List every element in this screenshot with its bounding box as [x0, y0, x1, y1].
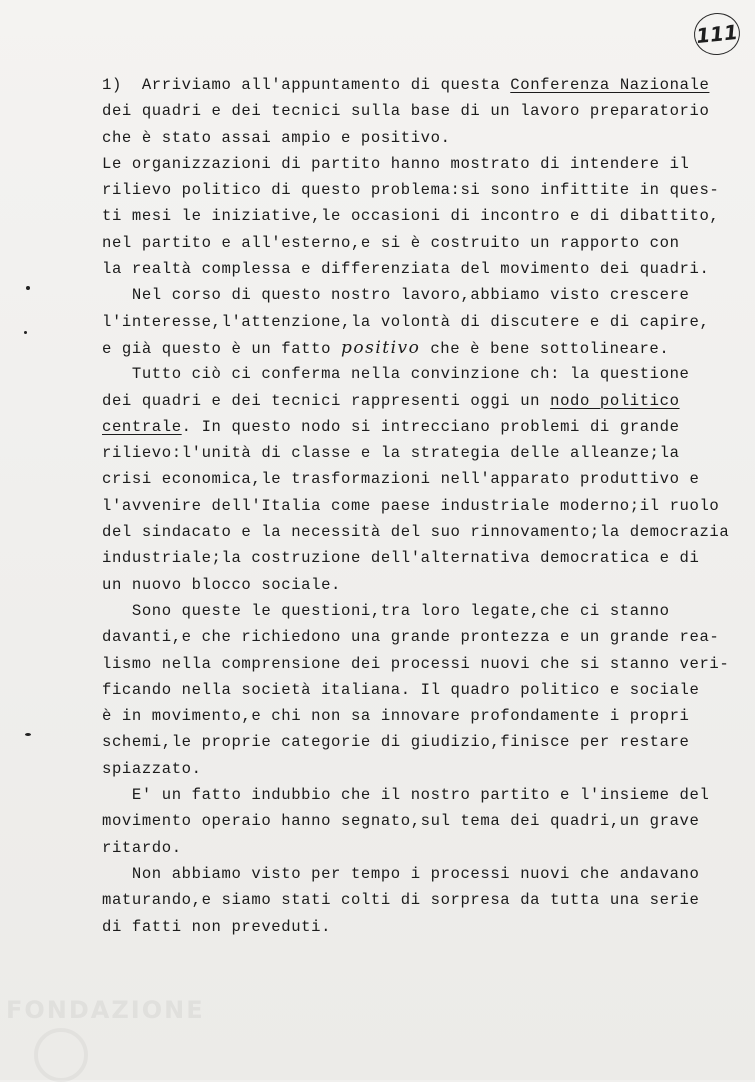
text-segment: davanti,e che richiedono una grande prontezza e un grande rea-: [102, 628, 720, 647]
text-line: [102, 98, 710, 124]
text-line: [102, 309, 710, 335]
text-segment: del sindacato e la necessità del suo rinnovamento;la democrazia: [102, 523, 730, 542]
text-segment: 1) Arriviamo all'appuntamento di questa: [102, 76, 511, 94]
text-segment: è in movimento,e chi non sa innovare profondamente i propri: [102, 707, 690, 726]
text-segment: lismo nella comprensione dei processi nuovi che si stanno veri-: [102, 654, 730, 673]
text-segment: E' un fatto indubbio che il nostro partito e l'insieme del: [102, 786, 710, 805]
text-line: [102, 519, 730, 545]
text-line: [102, 72, 710, 98]
text-line: [102, 151, 692, 177]
text-line: [102, 756, 692, 782]
text-line: [102, 493, 720, 519]
text-segment: nel partito e all'esterno,e si è costruito un rapporto con: [102, 233, 680, 252]
text-line: [102, 335, 692, 361]
text-segment: Tutto ciò ci conferma nella convinzione ch: la questione: [102, 365, 690, 384]
handwritten-correction: positivo: [341, 337, 421, 358]
text-line: [102, 651, 730, 677]
text-line: [102, 598, 692, 624]
document-body: [102, 72, 730, 940]
text-line: [102, 703, 692, 729]
text-line: [102, 440, 692, 466]
text-segment: crisi economica,le trasformazioni nell'apparato produttivo e: [102, 470, 700, 489]
text-segment: di fatti non preveduti.: [102, 917, 332, 936]
text-segment: movimento operaio hanno segnato,sul tema dei quadri,un grave: [102, 812, 700, 831]
text-line: [102, 861, 700, 887]
text-line: [102, 624, 720, 650]
text-segment: Sono queste le questioni,tra loro legate,che ci stanno: [102, 601, 670, 620]
text-segment: dei quadri e dei tecnici rappresenti oggi un: [102, 391, 551, 410]
text-segment: dei quadri e dei tecnici sulla base di un lavoro preparatorio: [102, 102, 710, 121]
paragraph: [102, 782, 710, 861]
margin-mark: [25, 733, 31, 736]
text-line: [102, 677, 700, 703]
text-line: [102, 203, 720, 229]
paragraph: [102, 282, 710, 361]
text-segment: ti mesi le iniziative,le occasioni di incontro e di dibattito,: [102, 207, 720, 226]
paragraph: [102, 361, 730, 598]
text-segment: l'avvenire dell'Italia come paese industriale moderno;il ruolo: [102, 496, 720, 515]
text-segment: la realtà complessa e differenziata del movimento dei quadri.: [102, 260, 710, 279]
text-line: [102, 808, 700, 834]
text-segment: maturando,e siamo stati colti di sorpresa da tutta una serie: [102, 891, 700, 910]
text-segment: Nel corso di questo nostro lavoro,abbiamo visto crescere: [102, 286, 690, 305]
margin-mark: [26, 286, 30, 290]
text-line: [102, 256, 710, 282]
text-line: [102, 230, 692, 256]
text-segment: schemi,le proprie categorie di giudizio,finisce per restare: [102, 733, 690, 752]
text-line: [102, 729, 692, 755]
text-line: [102, 545, 700, 571]
text-segment: Non abbiamo visto per tempo i processi nuovi che andavano: [102, 864, 700, 883]
text-line: [102, 466, 700, 492]
archive-watermark: FONDAZIONE: [6, 996, 205, 1024]
text-line: [102, 282, 692, 308]
paragraph: [102, 598, 730, 782]
text-segment: ritardo.: [102, 838, 182, 857]
text-line: [102, 782, 710, 808]
text-segment: spiazzato.: [102, 759, 202, 778]
archive-watermark-seal: [34, 1028, 88, 1082]
text-segment: e già questo è un fatto: [102, 339, 341, 358]
text-segment: industriale;la costruzione dell'alternativa democratica e di: [102, 549, 700, 568]
underlined-phrase: Conferenza Nazionale: [510, 76, 710, 94]
text-segment: un nuovo blocco sociale.: [102, 575, 341, 594]
text-segment: Le organizzazioni di partito hanno mostrato di intendere il: [102, 154, 690, 173]
text-segment: rilievo:l'unità di classe e la strategia delle alleanze;la: [102, 444, 680, 463]
page-number-stamp: 111: [692, 11, 742, 58]
text-segment: che è stato assai ampio e positivo.: [102, 128, 451, 147]
text-segment: ficando nella società italiana. Il quadro politico e sociale: [102, 680, 700, 699]
text-line: [102, 835, 692, 861]
text-line: [102, 177, 720, 203]
underlined-phrase: centrale: [102, 417, 182, 436]
text-segment: che è bene sottolineare.: [420, 339, 670, 358]
margin-mark: [24, 331, 27, 334]
text-segment: rilievo politico di questo problema:si sono infittite in ques-: [102, 181, 720, 200]
text-line: [102, 572, 692, 598]
text-segment: . In questo nodo si intrecciano problemi di grande: [181, 417, 680, 436]
text-line: [102, 887, 700, 913]
text-line: [102, 361, 692, 387]
text-segment: l'interesse,l'attenzione,la volontà di discutere e di capire,: [102, 312, 710, 331]
paragraph: [102, 72, 720, 282]
paragraph: [102, 861, 700, 940]
text-line: [102, 388, 692, 414]
text-line: [102, 125, 692, 151]
underlined-phrase: nodo politico: [550, 391, 680, 410]
text-line: [102, 414, 692, 440]
text-line: [102, 914, 692, 940]
